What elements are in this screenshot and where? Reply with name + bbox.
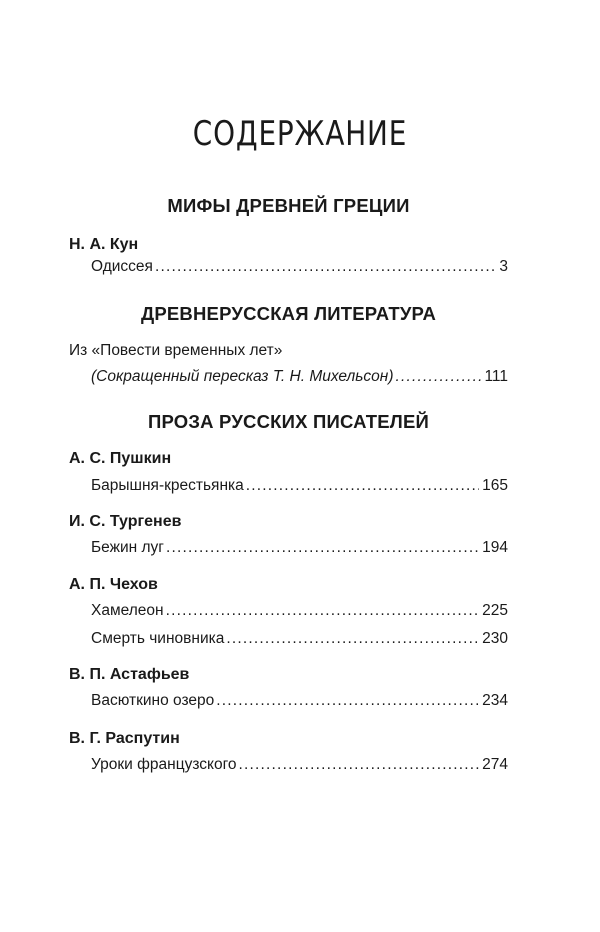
entry-title: Уроки французского [91, 756, 237, 773]
section-heading-myths: МИФЫ ДРЕВНЕЙ ГРЕЦИИ [167, 195, 410, 216]
page-number: 165 [482, 477, 508, 494]
intro-line: Из «Повести временных лет» [69, 342, 283, 359]
page-number: 274 [482, 756, 508, 773]
author-pushkin: А. С. Пушкин [69, 450, 172, 467]
page-number: 111 [484, 368, 508, 385]
page-number: 3 [499, 258, 508, 275]
entry-title: (Сокращенный пересказ Т. Н. Михельсон) [91, 368, 394, 385]
page-number: 194 [482, 539, 508, 556]
leader-dots [155, 258, 496, 276]
entry-title: Одиссея [91, 258, 153, 275]
leader-dots [216, 692, 479, 710]
leader-dots [246, 477, 479, 495]
toc-entry-odyssey[interactable] [91, 258, 508, 276]
entry-title: Смерть чиновника [91, 630, 225, 647]
section-heading-prose: ПРОЗА РУССКИХ ПИСАТЕЛЕЙ [147, 411, 430, 432]
leader-dots [166, 539, 479, 557]
author-rasputin: В. Г. Распутин [69, 730, 180, 747]
toc-entry-vasyutkino-ozero[interactable] [91, 692, 508, 710]
leader-dots [226, 630, 479, 648]
page-number: 230 [482, 630, 508, 647]
entry-title: Хамелеон [91, 602, 164, 619]
author-chekhov: А. П. Чехов [69, 576, 158, 593]
author-turgenev: И. С. Тургенев [69, 513, 182, 530]
author-astafyev: В. П. Астафьев [69, 666, 190, 683]
leader-dots [166, 602, 480, 620]
toc-entry-baryshnya[interactable] [91, 477, 508, 495]
author-kun: Н. А. Кун [69, 236, 139, 253]
toc-entry-khameleon[interactable] [91, 602, 508, 620]
toc-entry-povest[interactable] [91, 368, 508, 386]
entry-title: Барышня-крестьянка [91, 477, 244, 494]
toc-entry-smert-chinovnika[interactable] [91, 630, 508, 648]
leader-dots [396, 368, 482, 386]
page-title: СОДЕРЖАНИЕ [192, 114, 408, 154]
entry-title: Бежин луг [91, 539, 164, 556]
leader-dots [239, 756, 480, 774]
page-number: 234 [482, 692, 508, 709]
toc-entry-bezhin-lug[interactable] [91, 539, 508, 557]
section-heading-old-russian: ДРЕВНЕРУССКАЯ ЛИТЕРАТУРА [140, 303, 437, 324]
page-number: 225 [482, 602, 508, 619]
toc-entry-uroki-francuzskogo[interactable] [91, 756, 508, 774]
entry-title: Васюткино озеро [91, 692, 215, 709]
